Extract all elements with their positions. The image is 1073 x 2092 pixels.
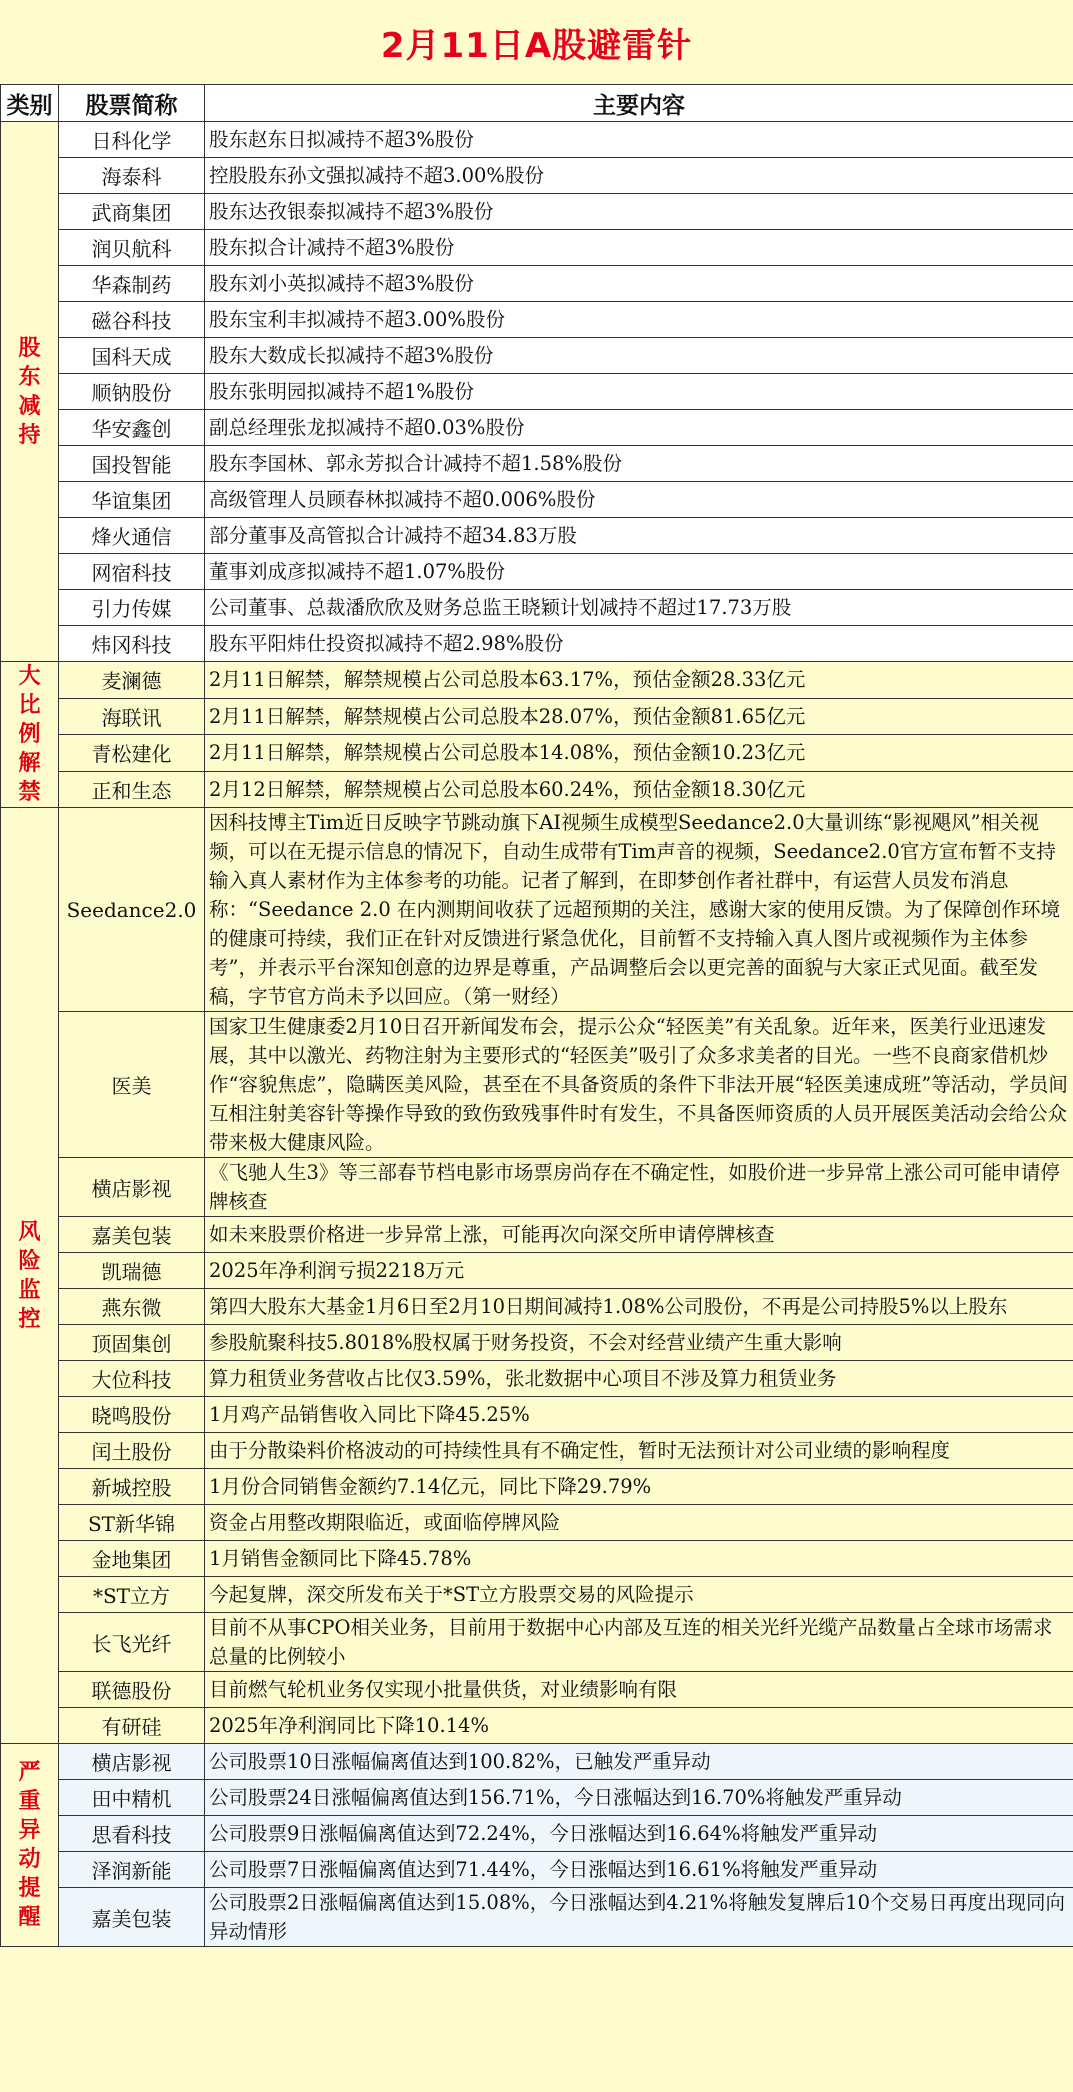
stock-name: 炜冈科技 [59,626,205,662]
stock-content: 股东宝利丰拟减持不超3.00%股份 [205,302,1073,338]
table-row [1,158,1073,194]
stock-name: 正和生态 [59,771,205,808]
table-row [1,446,1073,482]
table-row [1,1325,1073,1361]
stock-name: 联德股份 [59,1672,205,1708]
table-row [1,771,1073,808]
table-row [1,338,1073,374]
stock-name: 嘉美包装 [59,1888,205,1947]
table-row [1,1852,1073,1888]
table-row [1,1708,1073,1744]
stock-name: 海联讯 [59,698,205,735]
stock-name: 思看科技 [59,1816,205,1852]
stock-content: 1月份合同销售金额约7.14亿元，同比下降29.79% [205,1469,1073,1505]
stock-name: 有研硅 [59,1708,205,1744]
stock-content: 控股股东孙文强拟减持不超3.00%股份 [205,158,1073,194]
stock-name: 晓鸣股份 [59,1397,205,1433]
stock-name: 网宿科技 [59,554,205,590]
stock-content: 股东赵东日拟减持不超3%股份 [205,122,1073,158]
stock-name: 新城控股 [59,1469,205,1505]
stock-name: 长飞光纤 [59,1613,205,1672]
header-main-content: 主要内容 [205,85,1073,122]
table-row [1,1253,1073,1289]
stock-content: 目前不从事CPO相关业务，目前用于数据中心内部及互连的相关光纤光缆产品数量占全球市场需求总量的比例较小 [205,1613,1073,1672]
table-row [1,1158,1073,1217]
stock-content: 公司股票9日涨幅偏离值达到72.24%，今日涨幅达到16.64%将触发严重异动 [205,1816,1073,1852]
table-row [1,1780,1073,1816]
stock-name: 闰土股份 [59,1433,205,1469]
stock-content: 部分董事及高管拟合计减持不超34.83万股 [205,518,1073,554]
table-row [1,1577,1073,1613]
stock-content: 2月11日解禁，解禁规模占公司总股本28.07%，预估金额81.65亿元 [205,698,1073,735]
stock-content: 公司董事、总裁潘欣欣及财务总监王晓颖计划减持不超过17.73万股 [205,590,1073,626]
table-header-row [1,85,1073,122]
stock-content: 1月销售金额同比下降45.78% [205,1541,1073,1577]
table-row [1,122,1073,158]
table-row [1,1816,1073,1852]
category-label: 严重异动提醒 [18,1759,41,1930]
table-row [1,1541,1073,1577]
stock-content: 董事刘成彦拟减持不超1.07%股份 [205,554,1073,590]
stock-content: 因科技博主Tim近日反映字节跳动旗下AI视频生成模型Seedance2.0大量训练“影视飓风”相关视频，可以在无提示信息的情况下，自动生成带有Tim声音的视频，Seedance2.0官方宣布暂不支持输入真人素材作为主体参考的功能。记者了解到，在即梦创作者社群中，有运营人员发布消息称：“Seedance 2.0 在内测期间收获了远超预期的关注，感谢大家的使用反馈。为了保障创作环境的健康可持续，我们正在针对反馈进行紧急优化，目前暂不支持输入真人图片或视频作为主体参考”，并表示平台深知创意的边界是尊重，产品调整后会以更完善的面貌与大家正式见面。截至发稿，字节官方尚未予以回应。（第一财经） [205,808,1073,1012]
stock-name: 国投智能 [59,446,205,482]
stock-name: 日科化学 [59,122,205,158]
table-row [1,554,1073,590]
table-row [1,1888,1073,1947]
table-row [1,1613,1073,1672]
stock-content: 股东刘小英拟减持不超3%股份 [205,266,1073,302]
stock-name: 横店影视 [59,1158,205,1217]
category-risk-monitor [1,808,59,1744]
stock-content: 国家卫生健康委2月10日召开新闻发布会，提示公众“轻医美”有关乱象。近年来，医美行业迅速发展，其中以激光、药物注射为主要形式的“轻医美”吸引了众多求美者的目光。一些不良商家借机炒作“容貌焦虑”，隐瞒医美风险，甚至在不具备资质的条件下非法开展“轻医美速成班”等活动，学员间互相注射美容针等操作导致的致伤致残事件时有发生，不具备医师资质的人员开展医美活动会给公众带来极大健康风险。 [205,1012,1073,1158]
stock-name: 烽火通信 [59,518,205,554]
table-row [1,662,1073,699]
stock-name: 海泰科 [59,158,205,194]
stock-content: 股东张明园拟减持不超1%股份 [205,374,1073,410]
stock-name: 凯瑞德 [59,1253,205,1289]
stock-content: 《飞驰人生3》等三部春节档电影市场票房尚存在不确定性，如股价进一步异常上涨公司可能申请停牌核查 [205,1158,1073,1217]
table-row [1,1505,1073,1541]
stock-name: 金地集团 [59,1541,205,1577]
stock-name: 华安鑫创 [59,410,205,446]
table-row [1,808,1073,1012]
stock-name: 华谊集团 [59,482,205,518]
table-row [1,1012,1073,1158]
stock-content: 资金占用整改期限临近，或面临停牌风险 [205,1505,1073,1541]
stock-name: *ST立方 [59,1577,205,1613]
stock-name: 磁谷科技 [59,302,205,338]
stock-content: 公司股票10日涨幅偏离值达到100.82%，已触发严重异动 [205,1744,1073,1780]
table-row [1,1289,1073,1325]
stock-content: 股东大数成长拟减持不超3%股份 [205,338,1073,374]
stock-name: 华森制药 [59,266,205,302]
category-label: 股东减持 [18,334,41,448]
table-row [1,518,1073,554]
table-row [1,266,1073,302]
category-abnormal-alert [1,1744,59,1947]
stock-content: 股东拟合计减持不超3%股份 [205,230,1073,266]
stock-content: 第四大股东大基金1月6日至2月10日期间减持1.08%公司股份，不再是公司持股5%以上股东 [205,1289,1073,1325]
table-row [1,410,1073,446]
stock-content: 股东平阳炜仕投资拟减持不超2.98%股份 [205,626,1073,662]
category-shareholder-reduction [1,122,59,662]
stock-content: 副总经理张龙拟减持不超0.03%股份 [205,410,1073,446]
stock-content: 公司股票7日涨幅偏离值达到71.44%，今日涨幅达到16.61%将触发严重异动 [205,1852,1073,1888]
table-row [1,194,1073,230]
stock-content: 高级管理人员顾春林拟减持不超0.006%股份 [205,482,1073,518]
stock-content: 2025年净利润亏损2218万元 [205,1253,1073,1289]
stock-content: 2月11日解禁，解禁规模占公司总股本14.08%，预估金额10.23亿元 [205,735,1073,772]
table-row [1,1433,1073,1469]
table-row [1,1361,1073,1397]
stock-content: 算力租赁业务营收占比仅3.59%，张北数据中心项目不涉及算力租赁业务 [205,1361,1073,1397]
stock-content: 今起复牌，深交所发布关于*ST立方股票交易的风险提示 [205,1577,1073,1613]
table-row [1,482,1073,518]
stock-content: 2月12日解禁，解禁规模占公司总股本60.24%，预估金额18.30亿元 [205,771,1073,808]
stock-name: 田中精机 [59,1780,205,1816]
page-title: 2月11日A股避雷针 [380,25,693,66]
stock-content: 股东李国林、郭永芳拟合计减持不超1.58%股份 [205,446,1073,482]
stock-name: 医美 [59,1012,205,1158]
stock-content: 由于分散染料价格波动的可持续性具有不确定性，暂时无法预计对公司业绩的影响程度 [205,1433,1073,1469]
stock-name: 引力传媒 [59,590,205,626]
table-row [1,698,1073,735]
table-row [1,1217,1073,1253]
stock-name: 大位科技 [59,1361,205,1397]
table-row [1,374,1073,410]
stock-name: 嘉美包装 [59,1217,205,1253]
stock-content: 股东达孜银泰拟减持不超3%股份 [205,194,1073,230]
table-row [1,1744,1073,1780]
table-row [1,590,1073,626]
stock-name: 青松建化 [59,735,205,772]
category-label: 风险监控 [18,1218,41,1332]
table-row [1,735,1073,772]
stock-content: 目前燃气轮机业务仅实现小批量供货，对业绩影响有限 [205,1672,1073,1708]
stock-content: 2月11日解禁，解禁规模占公司总股本63.17%，预估金额28.33亿元 [205,662,1073,699]
stock-name: 顶固集创 [59,1325,205,1361]
stock-content: 公司股票2日涨幅偏离值达到15.08%，今日涨幅达到4.21%将触发复牌后10个交易日再度出现同向异动情形 [205,1888,1073,1947]
table-row [1,302,1073,338]
stock-content: 参股航聚科技5.8018%股权属于财务投资，不会对经营业绩产生重大影响 [205,1325,1073,1361]
header-stock-name: 股票简称 [59,85,205,122]
stock-name: 顺钠股份 [59,374,205,410]
table-row [1,1397,1073,1433]
stock-name: ST新华锦 [59,1505,205,1541]
header-category: 类别 [1,85,59,122]
table-row [1,230,1073,266]
stock-name: 麦澜德 [59,662,205,699]
stock-alert-table [0,84,1073,1947]
stock-name: 泽润新能 [59,1852,205,1888]
category-label: 大比例解禁 [18,663,41,805]
stock-name: Seedance2.0 [59,808,205,1012]
stock-name: 国科天成 [59,338,205,374]
stock-name: 横店影视 [59,1744,205,1780]
category-large-unlock [1,662,59,808]
stock-name: 燕东微 [59,1289,205,1325]
stock-content: 2025年净利润同比下降10.14% [205,1708,1073,1744]
table-row [1,1469,1073,1505]
table-row [1,626,1073,662]
table-row [1,1672,1073,1708]
stock-name: 润贝航科 [59,230,205,266]
stock-content: 如未来股票价格进一步异常上涨，可能再次向深交所申请停牌核查 [205,1217,1073,1253]
stock-name: 武商集团 [59,194,205,230]
stock-content: 公司股票24日涨幅偏离值达到156.71%，今日涨幅达到16.70%将触发严重异动 [205,1780,1073,1816]
stock-content: 1月鸡产品销售收入同比下降45.25% [205,1397,1073,1433]
